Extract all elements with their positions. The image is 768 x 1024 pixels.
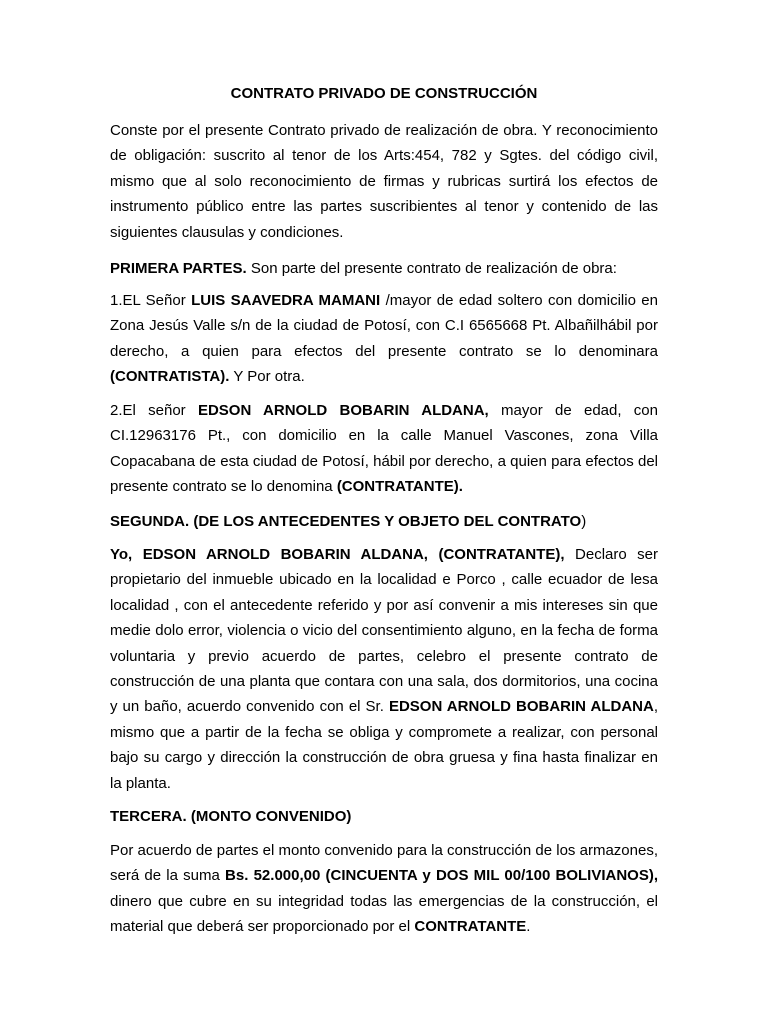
segunda-lead: Yo, EDSON ARNOLD BOBARIN ALDANA, (CONTRATANTE), bbox=[110, 546, 565, 563]
party-two-prefix: 2.El señor bbox=[110, 402, 198, 419]
segunda-heading-close: ) bbox=[581, 513, 587, 530]
party-one-role: (CONTRATISTA). bbox=[110, 368, 230, 386]
party-one-name: LUIS SAAVEDRA MAMANI bbox=[191, 292, 381, 309]
document-title: CONTRATO PRIVADO DE CONSTRUCCIÓN bbox=[230, 85, 538, 102]
tercera-heading: TERCERA. (MONTO CONVENIDO) bbox=[110, 808, 352, 825]
party-two-text: mayor de edad, con CI.12963176 Pt., con domicilio en la calle Manuel Vascones, zona Villa Copacabana de esta ciudad de Potosí, hábil por derecho, a quien para efectos del presente contrato se lo denomina bbox=[110, 402, 658, 496]
party-one-paragraph bbox=[110, 288, 658, 390]
party-one-suffix: Y Por otra. bbox=[229, 368, 305, 386]
party-one-text: /mayor de edad soltero con domicilio en Zona Jesús Valle s/n de la ciudad de Potosí, con C.I 6565668 Pt. Albañilhábil por derecho, a quien para efectos del presente contrato se lo denominara bbox=[110, 292, 658, 360]
party-two-paragraph bbox=[110, 398, 658, 500]
primera-clause bbox=[110, 256, 658, 281]
segunda-clause-heading bbox=[110, 509, 658, 534]
tercera-text-2: dinero que cubre en su integridad todas las emergencias de la construcción, el material que deberá ser proporcionado por el bbox=[110, 892, 658, 936]
tercera-party: CONTRATANTE bbox=[414, 918, 527, 936]
segunda-text-2: , mismo que a partir de la fecha se obliga y compromete a realizar, con personal bajo su cargo y dirección la construcción de obra gruesa y fina hasta finalizar en la planta. bbox=[110, 698, 658, 792]
intro-text: Conste por el presente Contrato privado de realización de obra. Y reconocimiento de obligación: suscrito al tenor de los Arts:454, 782 y Sgtes. del código civil, mismo que al solo reconocimiento de firmas y rubricas surtirá los efectos de instrumento público entre las partes suscribientes al tenor y contenido de las siguientes clausulas y condiciones. bbox=[110, 122, 658, 241]
tercera-paragraph bbox=[110, 838, 658, 940]
party-two-name: EDSON ARNOLD BOBARIN ALDANA, bbox=[197, 402, 489, 419]
tercera-clause-heading bbox=[110, 804, 658, 829]
primera-text: Son parte del presente contrato de realización de obra: bbox=[246, 260, 617, 277]
tercera-text: Por acuerdo de partes el monto convenido para la construcción de los armazones, será de la suma bbox=[110, 842, 658, 885]
segunda-paragraph bbox=[110, 542, 658, 796]
intro-paragraph bbox=[110, 118, 658, 245]
primera-heading: PRIMERA PARTES. bbox=[110, 260, 247, 277]
segunda-name: EDSON ARNOLD BOBARIN ALDANA bbox=[388, 698, 654, 716]
party-one-prefix: 1.EL Señor bbox=[110, 292, 192, 309]
party-two-role: (CONTRATANTE). bbox=[336, 478, 463, 496]
tercera-end: . bbox=[526, 918, 531, 936]
segunda-text: Declaro ser propietario del inmueble ubicado en la localidad e Porco , calle ecuador de lesa localidad , con el antecedente referido y por así convenir a mis intereses sin que medie dolo error, violencia o vicio del consentimiento alguno, en la fecha de forma voluntaria y previo acuerdo de partes, celebro el presente contrato de construcción de una planta que contara con una sala, dos dormitorios, una cocina y un baño, acuerdo convenido con el Sr. bbox=[110, 546, 659, 716]
segunda-heading: SEGUNDA. (DE LOS ANTECEDENTES Y OBJETO DEL CONTRATO bbox=[110, 513, 582, 530]
tercera-amount: Bs. 52.000,00 (CINCUENTA y DOS MIL 00/100 BOLIVIANOS), bbox=[225, 867, 658, 885]
